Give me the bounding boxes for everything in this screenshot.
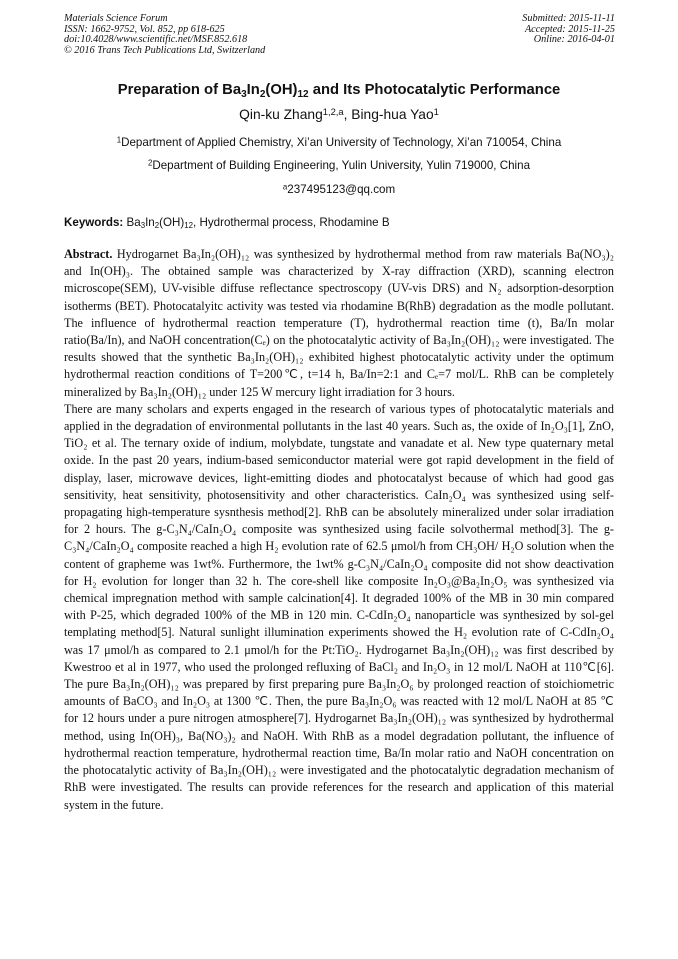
copyright-line: © 2016 Trans Tech Publications Ltd, Switzerland	[64, 44, 266, 56]
doi-line: doi:10.4028/www.scientific.net/MSF.852.618	[64, 34, 248, 45]
author-line: Qin-ku Zhang$^{1,2,a}$, Bing-hua Yao$^1$	[239, 106, 439, 122]
author-email: $^a$237495123@qq.com	[282, 182, 396, 196]
author-2: Bing-hua Yao	[351, 107, 434, 122]
keywords-line: Keywords: $Ba_3In_2(OH)_{12}$, Hydrothermal process, Rhodamine B	[64, 216, 390, 231]
keywords-label: Keywords:	[64, 216, 124, 229]
online-date: Online: 2016-04-01	[533, 34, 615, 45]
journal-name: Materials Science Forum	[64, 13, 168, 24]
issn-line: ISSN: 1662-9752, Vol. 852, pp 618-625	[64, 23, 225, 35]
abstract-label: Abstract.	[64, 247, 113, 261]
accepted-date: Accepted: 2015-11-25	[524, 23, 615, 35]
dates-header	[522, 14, 615, 46]
affiliation-1: $^1$Department of Applied Chemistry, Xi’an University of Technology, Xi’an 710054, China	[116, 135, 562, 149]
abstract-paragraph	[64, 246, 614, 401]
body-text	[64, 246, 614, 814]
paper-title: Preparation of $Ba_3In_2(OH)_{12}$ and Its Photocatalytic Performance	[117, 82, 561, 100]
submitted-date: Submitted: 2015-11-11	[522, 13, 615, 24]
abstract-text: Hydrogarnet Ba₃In₂(OH)₁₂ was synthesized by hydrothermal method from raw materials Ba(NO₃)₂ and In(OH)₃. The obtained sample was characterized by X-ray diffraction (XRD), scanning electron microscope(SEM), UV-visible diffuse reflectance spectroscopy (UV-vis DRS) and N₂ adsorption-desorption isotherms (BET). Photocatalyitc activity was tested via rhodamine B(RhB) degradation as the modle pollutant. The influence of hydrothermal reaction temperature (T), hydrothermal reaction time (t), Ba/In molar ratio(Ba/In), and NaOH concentration(Cₑ) on the photocatalytic activity of Ba₃In₂(OH)₁₂ were investigated. The results showed that the synthetic Ba₃In₂(OH)₁₂ exhibited highest photocatalytic activity under the optimum hydrothermal reaction conditions of T=200℃, t=14 h, Ba/In=2:1 and Cₑ=7 mol/L. RhB can be completely mineralized by Ba₃In₂(OH)₁₂ under 125 W mercury light irradiation for 3 hours.	[64, 247, 614, 399]
introduction-paragraph: There are many scholars and experts engaged in the research of various types of photocatalytic materials and applied in the degradation of environmental pollutants in the last 40 years. Such as, the oxide of In₂O₃[1], ZnO, TiO₂ et al. The ternary oxide of indium, molybdate, tungstate and vanadate et al. New type quaternary metal oxide. In the past 20 years, indium-based semiconductor material were got rapid development in the field of display, laser, microwave devices, light-emitting diodes and photocatalyst because of which had good gas sensitivity, heat sensitivity, photosensitivity and other characteristics. CaIn₂O₄ was synthesized using self-propagating high-temperature sysnthesis method[2]. RhB can be absolutely mineralized under solar irradiation for 2 hours. The g-C₃N₄/CaIn₂O₄ composite was synthesized using facile solvothermal method[3]. The g-C₃N₄/CaIn₂O₄ composite reached a high H₂ evolution rate of 62.5 μmol/h from CH₃OH/ H₂O solution when the content of grapheme was 1wt%. Furthermore, the 1wt% g-C₃N₄/CaIn₂O₄ composite did not show deactivation for H₂ evolution for longer than 32 h. The core-shell like composite In₂O₃@Ba₂In₂O₅ was synthesized via chemical impregnation method with sample calcination[4]. It degraded 100% of the MB in 30 min compared with P-25, which degraded 100% of the MB in 120 min. C-CdIn₂O₄ nanoparticle was synthesized by sol-gel templating method[5]. Natural sunlight illumination experiments showed the H₂ evolution rate of C-CdIn₂O₄ was 17 μmol/h as compared to 2.1 μmol/h for the Pt:TiO₂. Hydrogarnet Ba₃In₂(OH)₁₂ was first described by Kwestroo et al in 1977, who used the prolonged refluxing of BaCl₂ and In₂O₃ in 12 mol/L NaOH at 110℃[6]. The pure Ba₃In₂(OH)₁₂ was prepared by first preparing pure Ba₃In₂O₆ by prolonged reaction of stoichiometric amounts of BaCO₃ and In₂O₃ at 1300 ℃. Then, the pure Ba₃In₂O₆ was reacted with 12 mol/L NaOH at 85 ℃ for 12 hours under a pure nitrogen atmosphere[7]. Hydrogarnet Ba₃In₂(OH)₁₂ was synthesized by hydrothermal method, using In(OH)₃, Ba(NO₃)₂ and NaOH. With RhB as a model degradation pollutant, the influence of hydrothermal reaction temperature, hydrothermal reaction time, Ba/In molar ratio and NaOH concentration on the photocatalytic activity of Ba₃In₂(OH)₁₂ were investigated and the photocatalytic degradation mechanism of RhB were investigated. The results can provide references for the research and application of this material system in the future.	[64, 401, 614, 812]
author-1: Qin-ku Zhang	[239, 107, 323, 122]
journal-header	[64, 14, 265, 56]
affiliation-2: $^2$Department of Building Engineering, Yulin University, Yulin 719000, China	[147, 158, 531, 172]
